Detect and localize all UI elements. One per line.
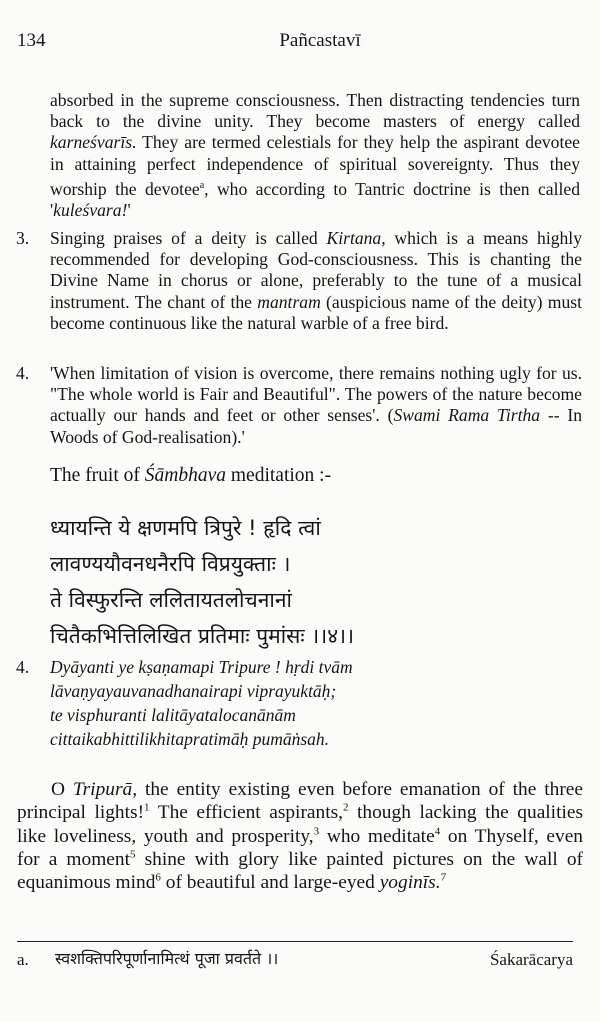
sanskrit-verse xyxy=(50,510,354,654)
section-heading: The fruit of Śāmbhava meditation :- xyxy=(50,465,332,486)
transliteration-line: Dyāyanti ye kṣaṇamapi Tripure ! hṛdi tvām xyxy=(50,657,353,677)
note-3 xyxy=(16,228,582,334)
transliteration-line: cittaikabhittilikhitapratimāḥ pumāṅsah. xyxy=(50,729,330,749)
footnote-text: स्वशक्तिपरिपूर्णानामित्थं पूजा प्रवर्तते ।। xyxy=(55,949,279,968)
translation-paragraph: O Tripurā, the entity existing even before emanation of the three principal lights!$^1$ The efficient aspirants,$^2$ though lacking the qualities like loveliness, youth and prosperity,$^3$ who meditate$^4$ on Thyself, even for a moment$^5$ shine with glory like painted pictures on the wall of equanimous mind$^6$ of beautiful and large-eyed yoginīs.$^7$ xyxy=(17,779,583,894)
note-number: 3. xyxy=(16,228,30,248)
running-title: Pañcastavī xyxy=(279,30,361,51)
verse-number: 4. xyxy=(16,657,30,677)
note-2-continuation: absorbed in the supreme consciousness. Then distracting tendencies turn back to the divine unity. They become masters of energy called karneśvarīs. They are termed celestials for they help the aspirant devotee in attaining perfect independence of spiritual sovereignty. Thus they worship the devotee$^a$, who according to Tantric doctrine is then called 'kuleśvara!' xyxy=(50,90,580,220)
transliteration-line: te visphuranti lalitāyatalocanānām xyxy=(50,705,296,725)
transliteration xyxy=(16,655,576,751)
footnote-source: Śakarācarya xyxy=(489,950,573,969)
verse-line: ते विस्फुरन्ति ललितायतलोचनानां xyxy=(50,588,292,612)
note-number: 4. xyxy=(16,363,30,383)
verse-line: ध्यायन्ति ये क्षणमपि त्रिपुरे ! हृदि त्वां xyxy=(50,516,321,540)
transliteration-line: lāvaṇyayauvanadhanairapi viprayuktāḥ; xyxy=(50,681,337,701)
page-number: 134 xyxy=(17,30,46,51)
footnote-divider xyxy=(17,941,573,942)
note-body: Singing praises of a deity is called Kirtana, which is a means highly recommended for developing God-consciousness. This is chanting the Divine Name in chorus or alone, preferably to the tune of a musical instrument. The chant of the mantram (auspicious name of the deity) must become continuous like the natural warble of a free bird. xyxy=(50,228,582,333)
note-body: 'When limitation of vision is overcome, there remains nothing ugly for us. "The whole world is Fair and Beautiful". The powers of the nature become actually our hands and feet or other senses'. (Swami Rama Tirtha -- In Woods of God-realisation).' xyxy=(50,363,583,447)
footnote-mark: a. xyxy=(17,950,29,969)
note-4 xyxy=(16,363,582,448)
verse-line: चितैकभित्तिलिखित प्रतिमाः पुमांसः ।।४।। xyxy=(50,624,355,648)
verse-line: लावण्ययौवनधनैरपि विप्रयुक्ताः । xyxy=(50,552,291,576)
